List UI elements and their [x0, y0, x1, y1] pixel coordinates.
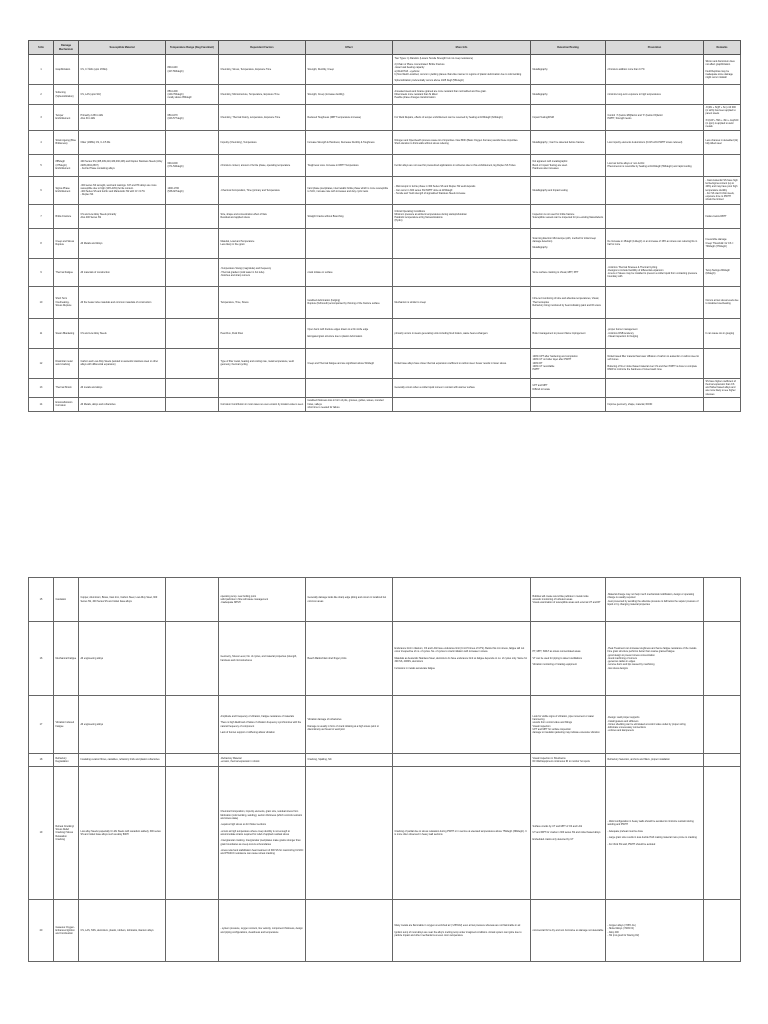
mechanism-cell: Gaseous Oxygen-Enhanced Ignition and Combustion: [54, 900, 79, 962]
effect-cell: Toughness Loss. Increase in DBTT Temperature: [306, 154, 393, 176]
material-cell: Insulating ceramic fibres, castables, refractory brick and plastic refractories: [79, 754, 166, 767]
sno-cell: 1: [29, 55, 54, 85]
detection-cell: Boiler management to prevent flame impingement: [531, 318, 606, 348]
sheet-1: [28, 40, 740, 412]
remarks-cell: SS have higher coefficient of thermal expansion than CS and Nickel based alloys and are more likely to see higher stresses: [704, 378, 741, 397]
temperature-cell: [166, 754, 219, 767]
remarks-cell: Occurs at low stress levels due to localized overheating: [704, 286, 741, 318]
detection-cell: Not apparent with metallographic Bend or Impact Testing are used. Hardness also increases: [531, 154, 606, 176]
mechanism-cell: Brittle Fracture: [54, 204, 79, 228]
header-factors: Dependent Factors: [219, 41, 306, 55]
effect-cell: Increase Strength & Hardness; Decrease Ductility & Toughness: [306, 130, 393, 154]
more-info-cell: For Weld Repairs, effects of temper embrittlement can be reversed by heating at 1150degF (620degC): [393, 105, 531, 131]
more-info-cell: - Microscopic in ferrite phase in 300 Series SS and Duplex SS weld deposits - Can occur in 300 series SS PWHT done at 1150degF - Tensile and Yield strength of sigmatized Stainless Steels increase: [393, 176, 531, 204]
material-cell: -300 series SS wrought, weld and castings. 347 and HK alloys are more susceptible due to high (10%-40%) ferrite content. -400 Series SS and ferritic and Martensitic SS with Cr>=17% - Duplex SS: [79, 176, 166, 204]
effect-cell: [306, 228, 393, 258]
more-info-cell: [393, 397, 531, 411]
header-row: [29, 41, 741, 55]
prevention-cell: -Heat Treatment can increase toughness and hence fatigue resistance of the metals. Fine grain structure performs better than coarse grained fatigue -good design to prevent stress concentration -Good machining of corners -generous radius in edges -remove burrs and lips caused by machining -low stress designs: [606, 622, 704, 696]
prevention-cell: -minimize Thermal Stresses & Thermal Cycling -Designs to include flexibility of differential expansion -Liners or Sleeve may be installed to prevent a colder liquid from contacting pressure boundary with: [606, 258, 704, 286]
table-row: [29, 767, 741, 900]
factors-cell: Corrosion Contribution in most cases so even erosion by location-wise is seen: [219, 397, 306, 411]
prevention-cell: Nickel based filler material has lower diffusion of carbon to austenitic or carbon steel to soft zones Buttering of Ni-or nickel based material over CS and then PWHT is done to complete DMW to minimize the hardness of mixed weld zone: [606, 348, 704, 378]
mechanism-cell: Cavitation: [54, 578, 79, 622]
more-info-cell: Critical Operating Conditions Minimum pressure at ambient temperatures during startup/shutdown Parabolic temperature at big frames/locations (Hydro): [393, 204, 531, 228]
remarks-cell: [704, 696, 741, 754]
mechanism-cell: Mechanical Fatigue: [54, 622, 79, 696]
sno-cell: 7: [29, 204, 54, 228]
prevention-cell: De Increase in 25degF (14degC) or an increase of 15% an stress can reducing life in half or more: [606, 228, 704, 258]
header-more-info: More Info: [393, 41, 531, 55]
detection-cell: Scanning Electron Microscope (with, method for initial creep damage detection) Metallography: [531, 228, 606, 258]
temperature-cell: [166, 622, 219, 696]
damage-mechanism-table-2: [28, 577, 741, 962]
factors-cell: Chemistry, Stress, Temperature, Exposure Time: [219, 55, 306, 85]
prevention-cell: - Copper alloys (>55% Cu) - Nickel Alloys (>50% Ni) - Alloy 400 - SS (not good for flowing O2): [606, 900, 704, 962]
more-info-cell: Nickel base alloys have closer thermal expansion coefficient to carbon steel. Fewer results in lower stress.: [393, 348, 531, 378]
detection-cell: Infra-red monitoring of tube and absolute temperatures, Visual, Thermocouples Refractory lining monitored by heat indicating paint and IR scans: [531, 286, 606, 318]
detection-cell: Metallography ; Can't be detected before fracture: [531, 130, 606, 154]
detection-cell: Metallography: [531, 85, 606, 105]
temperature-cell: [166, 696, 219, 754]
more-info-cell: Endurance limit in titanium, CS and LAS have endurance limit (0.4-0.5 times of UTS). Below this min stress, fatigue will not occur irrespective of no. of cycles. No. of cycles to crack initiation with increase in stress. Materials as Austenitic Stainless Steel, aluminium do have endurance limit so fatigue depends on no. of cycles only. Same for 300 SS, 400SS, aluminium Inclusions in metals accelerate fatigue: [393, 622, 531, 696]
remarks-cell: - Cast Austenitic SS have high ferrite/sigma content (up to 40%) and may have poor high temperature ductility - For SS clad Cr-Mo steels, exposure time to PWHT should be limited: [704, 176, 741, 204]
more-info-cell: [393, 578, 531, 622]
detection-cell: Surface cracks by UT and MPT of CS and LAS UT and MPT for cracks in 300 series SS and nickel based alloys Embedded cracks only detected by UT: [531, 767, 606, 900]
temperature-cell: 650-1070 (343-577degC): [166, 105, 219, 131]
detection-cell: Impact Testing/DSM: [531, 105, 606, 131]
effect-cell: [306, 900, 393, 962]
material-cell: CS, C-½Mo (upto 1%Mo): [79, 55, 166, 85]
temperature-cell: [166, 286, 219, 318]
effect-cell: Open burst with fracture edges drawn to a thin knife edge Elongated grain structure due to plastic deformation: [306, 318, 393, 348]
effect-cell: localized thickness loss in form of pits, grooves, gullies, waves, rounded holes, valleys short time is needed for failure: [306, 397, 393, 411]
mechanism-cell: Vibration Induced Fatigue: [54, 696, 79, 754]
temperature-cell: [166, 767, 219, 900]
prevention-cell: Improve geometry, shape, material, ID/OD: [606, 397, 704, 411]
temperature-cell: [166, 348, 219, 378]
mechanism-cell: Sigma Phase Embrittlement: [54, 176, 79, 204]
table-row: [29, 105, 741, 131]
effect-cell: Reduced Toughness (DBTT temperature increase): [306, 105, 393, 131]
effect-cell: Straight Cracks without Branching: [306, 204, 393, 228]
remarks-cell: Less chances in dewelded (Al) fully killed steel: [704, 130, 741, 154]
header-mechanism: Damage Mechanism: [54, 41, 79, 55]
factors-cell: Size, shape and concentration effect of flaw Residual and applied stress: [219, 204, 306, 228]
material-cell: CS and Low Alloy Steels: [79, 318, 166, 348]
effect-cell: [306, 378, 393, 397]
prevention-cell: -Design: weld proper supports -Install gussets and stiffeners -Vortex shedding can be eliminated at control valve outlet by proper sizing -Eliminate unnecessary connections -vortices and dampeners: [606, 696, 704, 754]
more-info-cell: Generally occurs when a colder liquid comes in contact with warmer surface: [393, 378, 531, 397]
prevention-cell: Low impurity elements & aluminium (0.015 wt% PWHT stress relieved): [606, 130, 704, 154]
mechanism-cell: Short Term Overheating- Stress Rupture: [54, 286, 79, 318]
temperature-cell: 800-1100 (427-593degC): [166, 55, 219, 85]
detection-cell: UPT and MPT Difficult to locate: [531, 378, 606, 397]
table-row: [29, 318, 741, 348]
mechanism-cell: Softening (Spheroidization): [54, 85, 79, 105]
header-sno: S.No: [29, 41, 54, 55]
temperature-cell: 600-1000 (371-540degC): [166, 154, 219, 176]
prevention-cell: [606, 204, 704, 228]
effect-cell: crack initiate on surface: [306, 258, 393, 286]
mechanism-cell: Thermal Shock: [54, 378, 79, 397]
material-cell: CS and Low Alloy Steels primarily Also 400 Series SS: [79, 204, 166, 228]
remarks-cell: Irreversible damage Creep Threshold: for CS = 700degF (370degC): [704, 228, 741, 258]
factors-cell: -Refractory Material -erosion, thermal expansion in shock: [219, 754, 306, 767]
sno-cell: 2: [29, 85, 54, 105]
material-cell: Primarily 2.25Cr-1Mo Also 3Cr-1Mo: [79, 105, 166, 131]
material-cell: All Metals and Alloys: [79, 228, 166, 258]
material-cell: Older (1980s) CS, C-0.5 Mo: [79, 130, 166, 154]
prevention-cell: [606, 176, 704, 204]
factors-cell: -Temperature Swing (magnitude) and frequency -Thermal gradient (cold water in hot tube) -Notches and sharp corners: [219, 258, 306, 286]
factors-cell: Type of filler metal, heating and cooling rate, metal temperature, weld geometry, thermal cycling: [219, 348, 306, 378]
material-cell: CS, LAS, SSS, aluminium, plastic, rubbers, lubricants, titanium alloys: [79, 900, 166, 962]
effect-cell: Strength, Ductility, Creep: [306, 55, 393, 85]
sno-cell: 3: [29, 105, 54, 131]
material-cell: All engineering alloys: [79, 696, 166, 754]
prevention-cell: Control 'J' (below 180)factor and 'X' (below 15)factor PWHT, Strength levels: [606, 105, 704, 131]
mechanism-cell: Strain Ageing (Blue Brittleness): [54, 130, 79, 154]
effect-cell: hard phase precipitates, intermetallic brittle phase which is more susceptible to SCC, increase rate with increases and duty cyclic tests: [306, 176, 393, 204]
more-info-cell: Two Types: 1) Random (Lowers Tensile Strength but not creep resistance) 2) Chain or Plane concentrated: Brittle Fracture -lower load bearing capacity a) Weld HAZ - eyebrow b) Non-Weld Localized, occurs in yielding planes chain-like manner in regions of plastic deformation due to cold working Spheroidization preferentially occurs above 1025 Degf (551degC): [393, 55, 531, 85]
table-row: [29, 754, 741, 767]
more-info-cell: primarily occurs in steam generating units including fired boilers, waste heat exchangers: [393, 318, 531, 348]
effect-cell: Vibration damage of refractories Damage is usually in form of crack initiating at a high stress point or discontinuity as thread or weld joint: [306, 696, 393, 754]
sno-cell: 13: [29, 378, 54, 397]
detection-cell: Inspection is not used for brittle fracture Susceptible vessels can be inspected for pre-existing flaws/defects: [531, 204, 606, 228]
prevention-cell: chromium addition more than 0.7%: [606, 55, 704, 85]
table-row: [29, 130, 741, 154]
table-row: [29, 286, 741, 318]
mechanism-cell: Creep and Stress Rupture: [54, 228, 79, 258]
prevention-cell: minimize long-term exposure to high temperatures: [606, 85, 704, 105]
remarks-cell: [704, 900, 741, 962]
remarks-cell: [704, 754, 741, 767]
header-material: Susceptible Material: [79, 41, 166, 55]
temperature-cell: [166, 378, 219, 397]
sno-cell: 9: [29, 258, 54, 286]
temperature-cell: [166, 228, 219, 258]
sno-cell: 18: [29, 754, 54, 767]
remarks-cell: [704, 397, 741, 411]
prevention-cell: Refractory Selection, anchors and fillers, proper installation: [606, 754, 704, 767]
table-row: [29, 348, 741, 378]
prevention-cell: -proper burner management -minimize DNB tendency -Visual inspection for bulging: [606, 318, 704, 348]
more-info-cell: Cracking of partial due to stress relaxation during PWHT or in service at elevated temperatures above 750degF (399degC). It is more often observed in heavy wall sections: [393, 767, 531, 900]
material-cell: CS, LAS (upto 9Cr): [79, 85, 166, 105]
factors-cell: chromium content, amount of ferrite phase, operating temperature: [219, 154, 306, 176]
factors-cell: Temperature, Time, Stress: [219, 286, 306, 318]
temperature-cell: [166, 578, 219, 622]
sno-cell: 8: [29, 228, 54, 258]
effect-cell: Beach Marks/Clam shell finger prints: [306, 622, 393, 696]
factors-cell: Chemistry, Thermal history, temperature, Exposure Time: [219, 105, 306, 131]
more-info-cell: Many metals are flammable in oxygen at enriched air (>25%O2) even at low pressure whereas are not flammable in air. Ignition temp of most alloys are near the alloy's melting temp under imagined conditions. Actual system can ignite due to particle impact and other mechanisms at even room temperature: [393, 900, 531, 962]
detection-cell: Bubbles will create sound like pebbles in metal mode acoustic monitoring of turbulent areas Visual examination of susceptible areas and external UT and RT: [531, 578, 606, 622]
header-prevention: Prevention: [606, 41, 704, 55]
factors-cell: Heat Flux, Fluid Flow: [219, 318, 306, 348]
mechanism-cell: Reheat Cracking/ Stress Relief Cracking/ Stress Relaxation Cracking: [54, 767, 79, 900]
detection-cell: Metallography: [531, 55, 606, 85]
detection-cell: [531, 397, 606, 411]
remarks-cell: [704, 348, 741, 378]
table-row: [29, 85, 741, 105]
more-info-cell: [393, 228, 531, 258]
more-info-cell: [393, 754, 531, 767]
sno-cell: 15: [29, 578, 54, 622]
remarks-cell: Failure below DBTT: [704, 204, 741, 228]
mechanism-cell: Dissimilar metal weld cracking: [54, 348, 79, 378]
table-row: [29, 204, 741, 228]
remarks-cell: Temp Swings 200degF (93degC): [704, 258, 741, 286]
temperature-cell: 850-1400 (440-760degC) mostly above 850degF: [166, 85, 219, 105]
material-cell: Low alloy Steels (especially Cr-Mo Steels with vanadium added), 300 series SS and nickel base alloys such as alloy 800H: [79, 767, 166, 900]
remarks-cell: [704, 154, 741, 176]
detection-cell: commercial O2 is dry and non Corrosive so damage not detectable: [531, 900, 606, 962]
material-cell: All Metals, alloys and refractories: [79, 397, 166, 411]
detection-cell: Visual Inspection in Shutdowns IR/ Wall Equipment continuous IR to monitor hot spots: [531, 754, 606, 767]
damage-mechanism-table-1: [28, 40, 741, 412]
mechanism-cell: Thermal Fatigue: [54, 258, 79, 286]
material-cell: All metals and alloys: [79, 378, 166, 397]
mechanism-cell: Steam Blanketing: [54, 318, 79, 348]
more-info-cell: Mechanism is similar to creep: [393, 286, 531, 318]
temperature-cell: [166, 130, 219, 154]
remarks-cell: J=(Mn + Si)(P + Sn) x10 000 (in wt%) has been applied to parent steels X=(10P + 5Sb + 4Sn + As)/100 (in ppm) is applied to weld metals: [704, 105, 741, 131]
prevention-cell: - Weld configuration in heavy walls should be avoided to minimize restraint during welding and PWHT - Adequate preheat must be done - Large grain size results in less ductile HAZ making material more prone to cracking - For thick SS wall, PWHT should be avoided: [606, 767, 704, 900]
header-detection: Detection/Testing: [531, 41, 606, 55]
prevention-cell: Low low ferrite alloys or non-ferritic Phenomenon is reversible by heating at 1100degF (593degC) and rapid cooling: [606, 154, 704, 176]
remarks-cell: Silicon and Aluminium does not affect graphitization Field Replicas may be inadequate since damage might occur midwall: [704, 55, 741, 85]
mechanism-cell: 885degF (475degC) Embrittlement: [54, 154, 79, 176]
more-info-cell: Nitrogen and Openhearth process cause lot of impurities. New BOF (Basic Oxygen Furnace) avoids these impurities. Short-duration to thick walls without stress relieving: [393, 130, 531, 154]
table-row: [29, 176, 741, 204]
effect-cell: Generally damage looks like sharp edge pitting and occurs in localized but common areas: [306, 578, 393, 622]
factors-cell: -Chemical Composition, Time (primary and Temperature: [219, 176, 306, 204]
remarks-cell: [704, 578, 741, 622]
remarks-cell: [704, 622, 741, 696]
sno-cell: 12: [29, 348, 54, 378]
prevention-cell: -Material change may not help much mechanical modification, design or operating change is usually required -best prevented by avoiding the absolute pressure to fall below the vapour pressure of liquid or by changing material properties: [606, 578, 704, 622]
mechanism-cell: Refractory Degradation: [54, 754, 79, 767]
factors-cell: Chemistry, Microstructure, Temperature, Exposure Time: [219, 85, 306, 105]
factors-cell: Chemical Composition, impurity elements, grain size, residual stress from fabrication (cold working, welding), section thickness (which controls restraint and stress state) -requires high stress so for thicker sections -occurs at high temperature where creep ductility is not enough to accommodate strains required for relief of applied residual stress -Intergranular cracking. Intergranular precipitates make grains stronger than grain boundaries as creep occurs at boundaries -stress relief and stabilization heat treatment of 300 SS for maximizing CLSCC and PTASCC resistance can cause reheat cracking: [219, 767, 306, 900]
more-info-cell: [393, 696, 531, 754]
factors-cell: operating temp. near boiling point solid particles in flow will cause management -Inadequate NPSH: [219, 578, 306, 622]
prevention-cell: [606, 378, 704, 397]
table-row: [29, 55, 741, 85]
factors-cell: [219, 378, 306, 397]
material-cell: All materials of construction: [79, 258, 166, 286]
factors-cell: Amplitude and Frequency of vibration, Fatigue resistance of materials There is high likelihood of failure if vibration frequency synchronizes with the natural frequency of component Lack of bonnet support or stiffening allows vibration: [219, 696, 306, 754]
temperature-cell: [166, 318, 219, 348]
sno-cell: 14: [29, 397, 54, 411]
table-row: [29, 622, 741, 696]
table-row: [29, 258, 741, 286]
material-cell: All engineering alloys: [79, 622, 166, 696]
temperature-cell: [166, 204, 219, 228]
temperature-cell: 1000-1700 (538-927degC): [166, 176, 219, 204]
detection-cell: Look for visible signs of vibration, pipe movement or water hammering sounds from control valve and fittings Visual inspection UPT and MPT for surface inspection damage to insulation jacketing may indicate excessive vibration: [531, 696, 606, 754]
prevention-cell: [606, 286, 704, 318]
detection-cell: Since surface cracking to Visual, MPT, PPT: [531, 258, 606, 286]
sno-cell: 17: [29, 696, 54, 754]
table-row: [29, 228, 741, 258]
sno-cell: 16: [29, 622, 54, 696]
mechanism-cell: Graphitization: [54, 55, 79, 85]
material-cell: All fire heater tube materials and common materials of construction: [79, 286, 166, 318]
factors-cell: Geometry, Stress Level, No. of cycles, and material properties (strength, hardness and microstructures: [219, 622, 306, 696]
sno-cell: 10: [29, 286, 54, 318]
sno-cell: 11: [29, 318, 54, 348]
header-effect: Effect: [306, 41, 393, 55]
table-row: [29, 900, 741, 962]
temperature-cell: [166, 258, 219, 286]
effect-cell: Cracking, Spalling, Silt: [306, 754, 393, 767]
table-row: [29, 378, 741, 397]
mechanism-cell: Temper Embrittlement: [54, 105, 79, 131]
effect-cell: Strength, Creep (increase ductility): [306, 85, 393, 105]
sno-cell: 20: [29, 900, 54, 962]
material-cell: 400 Series SS (405,409,410,430,430,446) and Duplex Stainless Steels (Alloy 2205,2304,2507) - Ferrite Phase containing alloys: [79, 154, 166, 176]
mechanism-cell: Erosion/Erosion Corrosion: [54, 397, 79, 411]
table-row: [29, 397, 741, 411]
sno-cell: 19: [29, 767, 54, 900]
header-remarks: Remarks: [704, 41, 741, 55]
factors-cell: - system pressure, oxygen content, line velocity, component thickness, design and piping configurations, cleanliness and temperature: [219, 900, 306, 962]
detection-cell: Metallography and Impact testing: [531, 176, 606, 204]
detection-cell: 100% UPT after hardening and completion 100% UT on boiler layer after PWHT 100% RT 100% UT recordable PWHT: [531, 348, 606, 378]
sheet-2: [28, 577, 740, 962]
remarks-cell: [704, 767, 741, 900]
more-info-cell: [393, 258, 531, 286]
temperature-cell: [166, 397, 219, 411]
temperature-cell: [166, 900, 219, 962]
header-temperature: Temperature Range (Deg Farenheit): [166, 41, 219, 55]
more-info-cell: Ferritic alloys are not used for pressurized applications in refineries due to this embrittlement, Eg Duplex SS Tubes: [393, 154, 531, 176]
remarks-cell: It can cause too in gouging: [704, 318, 741, 348]
table-row: [29, 154, 741, 176]
effect-cell: Creep and Thermal Fatigue and are significant above 510degF: [306, 348, 393, 378]
factors-cell: Impurity (Chemistry), Temperature: [219, 130, 306, 154]
effect-cell: localized deformation (bulging) Rupture (fishmouth) accompanied by thinning of the fracture surface: [306, 286, 393, 318]
table-row: [29, 696, 741, 754]
sno-cell: 5: [29, 154, 54, 176]
material-cell: Copper, Aluminium, Brass, Cast Iron, Carbon Steel, Low Alloy Steel, 300 Series SS, 400 Series SS and nickel base alloys: [79, 578, 166, 622]
detection-cell: PT, MPT, SWLT as stress concentrated areas VT can be used for piping to detect oscillations Vibration monitoring of rotating equipment: [531, 622, 606, 696]
sno-cell: 6: [29, 176, 54, 204]
sno-cell: 4: [29, 130, 54, 154]
factors-cell: Material, Load and Temperature Less likely in fine grain: [219, 228, 306, 258]
more-info-cell: Annealed steels and Coarse grained are more resistant than normalized and fine grain. Killed steels more resistant than Si killed Pearlite phase changes transformation: [393, 85, 531, 105]
table-row: [29, 578, 741, 622]
remarks-cell: [704, 85, 741, 105]
effect-cell: [306, 767, 393, 900]
material-cell: Carbon and Low Alloy Steels (welded to austenitic stainless steel or other alloys with differential expansion): [79, 348, 166, 378]
